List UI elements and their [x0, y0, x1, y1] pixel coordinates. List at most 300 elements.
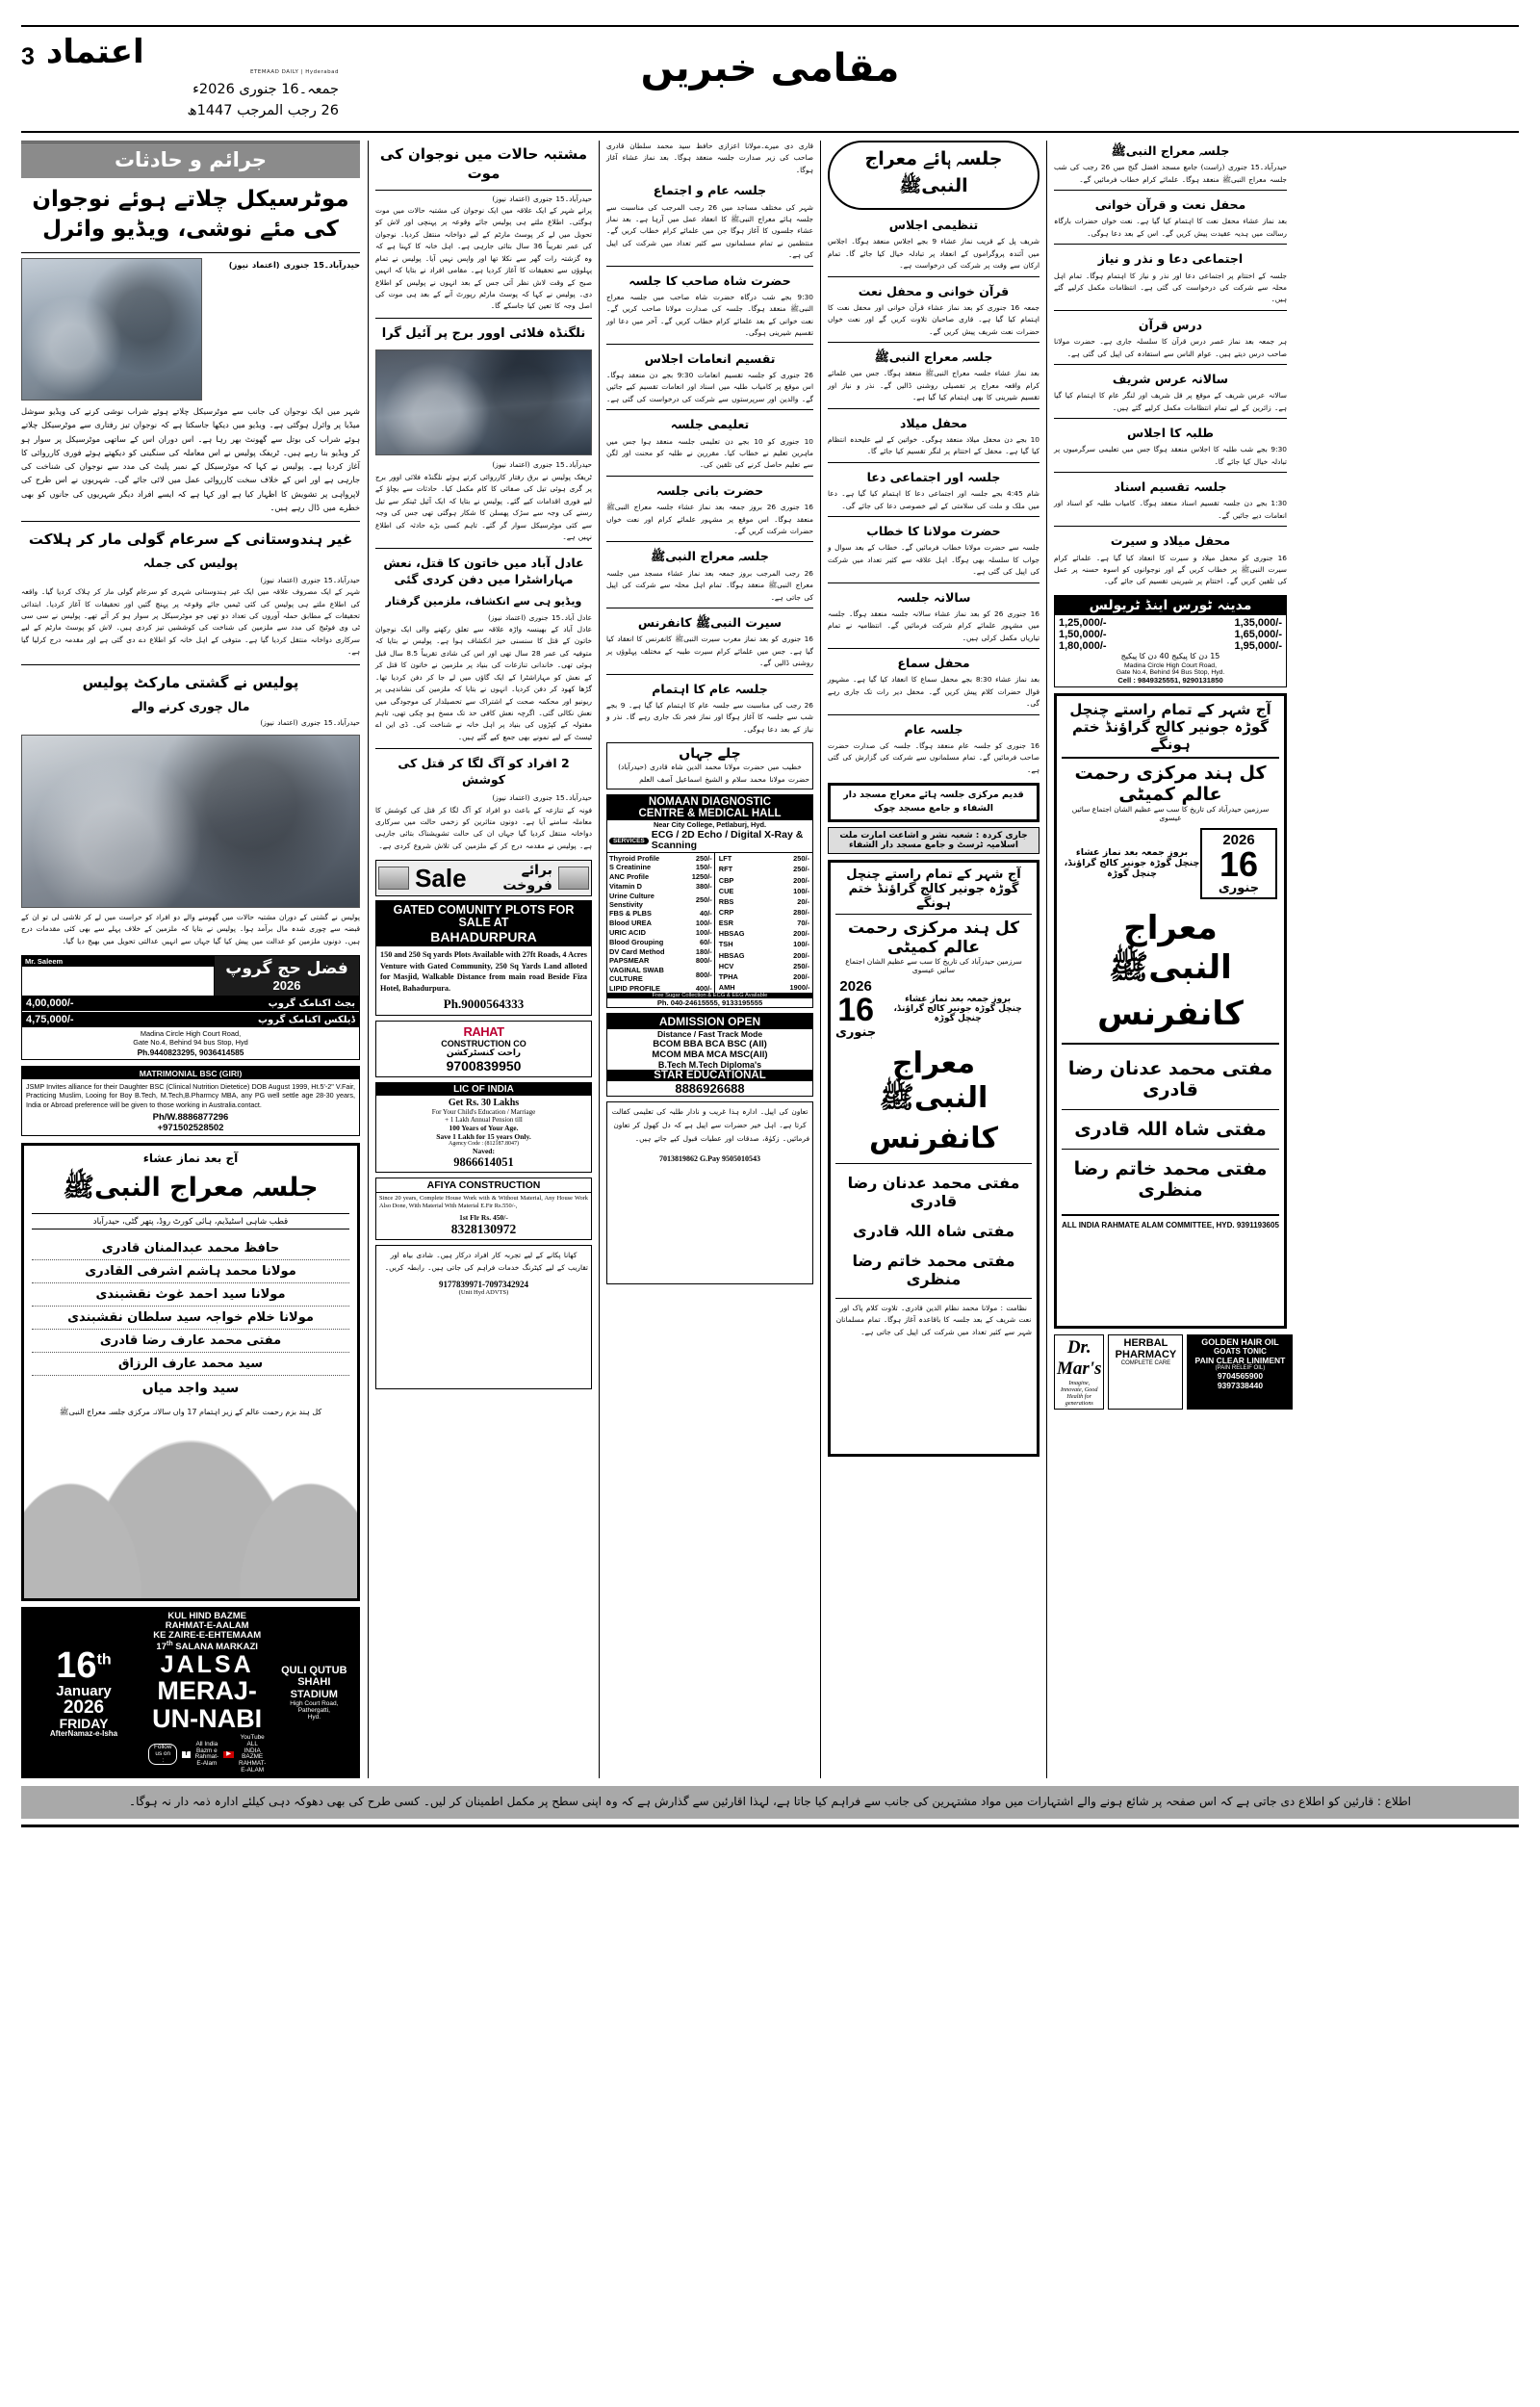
c2-item3-headline: عادل آباد میں خاتون کا قتل، نعش مہاراشٹرا میں دفن کردی گئی — [383, 556, 584, 587]
paper-logo: اعتماد — [45, 33, 144, 71]
price-row — [714, 918, 811, 928]
jalsa-left-top: آج بعد نماز عشاء — [142, 1152, 239, 1166]
sale-label-en: Sale — [415, 863, 467, 893]
c4-headline-3: محفل میلاد — [899, 415, 967, 430]
qadeem-title: قدیم مرکزی جلسہ ہائے معراج مسجد دار الشفاء و جامع مسجد چوک — [843, 789, 1024, 815]
ad-jalsa-meraj-left[interactable] — [21, 1143, 360, 1601]
price-row — [714, 939, 811, 949]
chale-jahan-title: چلے جہاں — [679, 746, 741, 763]
jalsa-left-speaker-6: سید واجد میاں — [141, 1381, 240, 1397]
page-number: 3 — [21, 43, 35, 70]
afiya-body: Since 20 years, Complete House Work with & Without Material, Any House Work Also Done, With Material With Material E.Fir Rs.550/-, — [379, 1195, 588, 1210]
price-row — [607, 937, 714, 946]
conf-speaker-2: مفتی محمد خاتم رضا منظری — [852, 1251, 1015, 1288]
madina-addr2: Gate No.4, Behind 94 Bus Stop, Hyd. — [1116, 668, 1225, 676]
footer-disclaimer — [21, 1786, 1519, 1819]
c5-body-3: ہر جمعہ بعد نماز عصر درس قرآن کا سلسلہ جاری ہے۔ حضرت مولانا صاحب درس دیتے ہیں۔ عوام الناس سے استفادہ کی اپیل کی گئی ہے۔ — [1054, 337, 1287, 358]
banner-venue6: Hyd. — [307, 1713, 321, 1721]
banner-org2b: th — [166, 1641, 173, 1648]
madina-title: مدینہ ٹورس اینڈ ٹریولس — [1089, 597, 1252, 613]
ad-urdu-small-1-label: (Unit Hyd ADVTS) — [458, 1289, 509, 1297]
star-line4: B.Tech M.Tech Diploma's — [657, 1060, 762, 1071]
ad-lic[interactable] — [375, 1082, 592, 1173]
column-3 — [599, 141, 820, 1778]
c4-item-0 — [828, 215, 1040, 272]
ad-sale-banner[interactable] — [375, 860, 592, 896]
price-row — [607, 882, 714, 892]
page-content — [21, 141, 1519, 1827]
ad-conference-right[interactable] — [1054, 693, 1287, 1329]
lic-title: LIC OF INDIA — [376, 1083, 591, 1096]
lic-agency: Agency Code : (812187.8047) — [449, 1141, 519, 1148]
test-price: 800/- — [695, 970, 712, 979]
test-price: 60/- — [700, 937, 712, 946]
lead-photo — [21, 258, 202, 401]
c2-item2-headline: نلگنڈہ فلائی اوور برج پر آئیل گرا — [381, 325, 586, 341]
test-price: 280/- — [793, 908, 809, 918]
conf-top: آج شہر کے تمام راستے چنچل گوڑہ جونیر کالج گراؤنڈ ختم ہونگے — [846, 867, 1021, 911]
star-line1: Distance / Fast Track Mode — [656, 1029, 763, 1040]
banner-venue2: SHAHI — [297, 1676, 331, 1689]
c4-body-7: بعد نماز عشاء 8:30 بجے محفل سماع کا انعقاد کیا گیا ہے۔ مشہور قوال حضرات کلام پیش کریں گے۔ محفل دیر رات تک جاری رہے گی۔ — [828, 675, 1040, 709]
conf-r-time: بروز جمعہ بعد نماز عشاء — [1075, 847, 1189, 859]
test-price: 800/- — [695, 956, 712, 966]
madina-price-2a: 1,80,000/- — [1059, 639, 1107, 652]
test-name: S Creatinine — [609, 863, 652, 872]
c3-body-7: 26 رجب کی مناسبت سے جلسہ عام کا اہتمام کیا گیا ہے۔ 9 بجے شب سے جلسہ کا آغاز ہوگا اور نماز فجر تک جاری رہے گا۔ نذر و نیاز کے بعد دعا ہوگی۔ — [606, 700, 814, 734]
lead-body-a — [208, 258, 360, 272]
herbal-title2: PHARMACY — [1115, 1348, 1177, 1360]
conf-r-venue: چنچل گوڑہ جونیر کالج گراؤنڈ، چنچل گوڑہ — [1064, 858, 1200, 880]
test-name: AMH — [714, 982, 770, 993]
conf-r-subtitle: سرزمین حیدرآباد کی تاریخ کا سب سے عظیم الشان اجتماع سائیں عیسوی — [1071, 804, 1270, 822]
test-price: 200/- — [793, 950, 809, 960]
house-icon — [378, 867, 409, 890]
c3-headline-2: تقسیم انعامات اجلاس — [644, 350, 776, 366]
conf-r-title: معراج النبیﷺ کانفرنس — [1097, 908, 1244, 1033]
afiya-title: AFIYA CONSTRUCTION — [376, 1178, 591, 1193]
c4-headline-6: سالانہ جلسہ — [896, 589, 971, 605]
price-row — [714, 961, 811, 971]
conf-r-day: 16 — [1219, 843, 1259, 884]
c5-item-4 — [1054, 369, 1287, 414]
star-name: STAR EDUCATIONAL — [607, 1070, 812, 1081]
ad-chale-jahan[interactable] — [606, 742, 813, 789]
jalsa-left-footer: کل ہند بزم رحمت عالم کے زیر اہتمام 17 واں سالانہ مرکزی جلسہ معراج النبیﷺ — [59, 1408, 322, 1417]
conf-date-day: 16 — [837, 991, 875, 1028]
test-name: VAGINAL SWAB CULTURE — [609, 966, 664, 984]
c3-item-6 — [606, 612, 813, 670]
jalsa-left-place: قطب شاہی اسٹیڈیم، ہائی کورٹ روڈ، پتھر گٹی، حیدرآباد — [32, 1213, 349, 1229]
banner-title1: JALSA — [160, 1651, 254, 1679]
price-row — [607, 984, 714, 994]
c4-body-2: بعد نماز عشاء جلسہ معراج النبیﷺ منعقد ہوگا۔ جس میں علمائے کرام واقعہ معراج پر تفصیلی روشنی ڈالیں گے۔ نذر و نیاز اور تقسیم شیرینی کا بھی اہتمام کیا گیا ہے۔ — [828, 369, 1040, 402]
rahat-title-ur: راحت کنسٹرکشن — [446, 1048, 522, 1059]
c2-flyover-photo — [375, 349, 592, 455]
lic-line3: + 1 Lakh Annual Pension till — [445, 1116, 523, 1125]
ad-afiya-construction[interactable] — [375, 1178, 592, 1240]
conf-title: معراج النبیﷺ کانفرنس — [869, 1046, 998, 1155]
conf-r-top: آج شہر کے تمام راستے چنچل گوڑہ جونیر کالج گراؤنڈ ختم ہونگے — [1069, 700, 1271, 753]
ad-urdu-small-1[interactable] — [375, 1245, 592, 1389]
jalsa-left-speaker-4: مفتی محمد عارف رضا قادری — [32, 1330, 349, 1353]
c4-headline-0: تنظیمی اجلاس — [888, 218, 979, 232]
gated-title-1: GATED COMUNITY PLOTS FOR SALE AT — [393, 903, 575, 930]
gated-phone[interactable]: Ph.9000564333 — [443, 996, 525, 1012]
trust-line2: اسلامیہ ٹرسٹ و جامع مسجد دار الشفاء — [848, 840, 1018, 850]
test-name: ESR — [714, 918, 770, 928]
banner-fb: All India Bazm e Rahmat-E-Alam — [194, 1740, 219, 1767]
family-photo — [21, 735, 360, 908]
conf-r-label: جنوری — [1218, 880, 1260, 895]
lic-name: Naved: — [473, 1147, 495, 1156]
c3-body-2: 26 جنوری کو جلسہ تقسیم انعامات 9:30 بجے دن منعقد ہوگا۔ اس موقع پر کامیاب طلبہ میں اسناد اور انعامات تقسیم کیے جائیں گے۔ والدین اور سرپرستوں سے شرکت کی درخواست کی گئی ہے۔ — [606, 371, 813, 403]
price-row — [607, 909, 714, 919]
c5-headline-5: طلبہ کا اجلاس — [1126, 426, 1214, 441]
ad-qadeem-markazi[interactable] — [828, 783, 1040, 822]
c3-headline-3: تعلیمی جلسہ — [670, 417, 750, 432]
c3-item-0 — [606, 180, 813, 261]
afiya-line2: 1st Flr Rs. 450/- — [459, 1212, 508, 1222]
facebook-icon: f — [182, 1751, 190, 1758]
item1-dateline: حیدرآباد۔15 جنوری (اعتماد نیوز) — [260, 575, 360, 584]
banner-yt: YouTube ALL INDIA BAZME RAHMAT-E-ALAM — [239, 1734, 267, 1773]
c3-item-5 — [606, 546, 813, 604]
fazal-hajj-line2: ڈیلکس اکنامک گروپ — [257, 1014, 355, 1025]
fazal-hajj-address2: Gate No.4, Behind 94 bus Stop, Hyd — [133, 1038, 248, 1048]
madina-price-2b: 1,95,000/- — [1234, 639, 1282, 652]
test-price: 1250/- — [691, 872, 712, 882]
madina-price-0a: 1,25,000/- — [1059, 616, 1107, 629]
conf-r-org: کل ہند مرکزی رحمت عالم کمیٹی — [1074, 762, 1267, 805]
conf-org: کل ہند مرکزی رحمت عالم کمیٹی — [847, 918, 1020, 957]
nomaan-address: Near City College, Petlaburj, Hyd. — [653, 820, 767, 830]
test-name: Urine Culture Senstivity — [609, 891, 654, 909]
c2-lead-dateline: حیدرآباد۔15 جنوری (اعتماد نیوز) — [492, 194, 592, 203]
test-price: 200/- — [793, 929, 809, 939]
item1-body: شہر کے ایک مصروف علاقہ میں ایک غیر ہندوستانی شہری کو سرعام گولی مار کر ہلاک کردیا گیا۔ واقعہ کی اطلاع ملتے ہی پولیس کی کئی ٹیمیں جائے وقوعہ پر پہنچ گئیں اور تحقیقات کا آغاز کردیا۔ ابتدائی تحقیقات کے مطابق حملہ آوروں کی تعداد دو تھی جو موٹرسیکل پر سوار ہو کر آئے تھے۔ پولیس نے سی سی ٹی وی فوٹیج کی مدد سے ملزمین کی شناخت کی کوششیں تیز کردی ہیں۔ لاش کو پوسٹ مارٹم کے لیے سرکاری دواخانہ منتقل کردیا گیا ہے۔ متوفی کے اہل خانہ کو اطلاع دے دی گئی ہے اور مقدمہ درج کرلیا گیا ہے۔ — [21, 587, 360, 657]
c5-item-3 — [1054, 315, 1287, 360]
c2-item3-dateline: عادل آباد۔15 جنوری (اعتماد نیوز) — [487, 612, 592, 622]
golden-phone1[interactable]: 9704565900 — [1217, 1370, 1264, 1381]
test-price: 250/- — [793, 865, 809, 874]
test-name: ANC Profile — [609, 872, 650, 882]
price-row — [714, 886, 811, 896]
banner-venue1: QULI QUTUB — [281, 1665, 347, 1677]
lic-line5: Save 1 Lakh for 15 years Only. — [436, 1132, 531, 1142]
madina-price-1b: 1,65,000/- — [1234, 628, 1282, 640]
c4-body-3: 10 بجے دن محفل میلاد منعقد ہوگی۔ خواتین کے لیے علیحدہ انتظام کیا گیا ہے۔ محفل کے اختتام پر لنگر تقسیم کیا جائے گا۔ — [828, 434, 1040, 456]
afiya-phone[interactable]: 8328130972 — [450, 1221, 517, 1236]
test-name: CBP — [714, 874, 770, 885]
price-row — [607, 966, 714, 984]
c2-item3-subhead: ویڈیو ہی سے انکشاف، ملزمین گرفتار — [385, 595, 582, 608]
c4-headline-1: قرآن خوانی و محفل نعت — [858, 283, 1010, 298]
test-name: FBS & PLBS — [609, 909, 652, 919]
c3-headline-1: حضرت شاہ صاحب کا جلسہ — [629, 272, 791, 288]
ad-urdu-small-2-phone[interactable]: 7013819862 G.Pay 9505010543 — [658, 1153, 761, 1163]
ad-dr-mars[interactable] — [1054, 1334, 1104, 1410]
conf-venue: چنچل گوڑہ جونیر کالج گراؤنڈ، چنچل گوڑہ — [893, 1003, 1022, 1023]
c4-headline-4: جلسہ اور اجتماعی دعا — [866, 469, 1001, 484]
matrimonial-phone2[interactable]: +971502528502 — [157, 1123, 224, 1134]
c3-body-6: 16 جنوری کو بعد نماز مغرب سیرت النبیﷺ کانفرنس کا انعقاد کیا گیا ہے۔ جس میں علمائے کرام سیرت طیبہ کے مختلف پہلوؤں پر روشنی ڈالیں گے۔ — [606, 634, 813, 668]
c2-item3-body: عادل آباد کے بھینسہ واڑہ علاقہ سے تعلق رکھنے والی ایک نوجوان خاتون کے قتل کا سنسنی خیز انکشاف ہوا ہے۔ پولیس نے بتایا کہ متوفیہ کی عمر 28 سال تھی اور اس کی شادی تقریباً 8.5 سال قبل ہوئی تھی۔ خاندانی تنازعات کی بنیاد پر ملزمین نے خاتون کا قتل کر کے نعش کو مہاراشٹرا کے ایک گاؤں میں لے جا کر دفن کردیا تھا۔ گڑھا کھود کر دفن کردیا۔ انہوں نے بتایا کہ ملزمین کی نشاندہی پر ریونیو اور محکمہ صحت کے اشتراک سے تحصیلدار کی موجودگی میں نعش نکالی گئی۔ اگرچہ نعش کافی حد تک مسخ ہو چکی تھی، تاہم مقتولہ کے کپڑوں کی بنیاد پر اہل خانہ نے شناخت کی۔ ڈی این اے ٹیسٹ کے لیے نمونے بھی جمع کیے گئے ہیں۔ — [375, 624, 592, 741]
ad-matrimonial[interactable] — [21, 1066, 360, 1136]
matrimonial-title: MATRIMONIAL BSC (GIRl) — [22, 1067, 359, 1079]
lead-body: شہر میں ایک نوجوان کی جانب سے موٹرسیکل چلاتے ہوئے شراب نوشی کرنے کی ویڈیو سوشل میڈیا پر وائرل ہوگئی ہے۔ ویڈیو میں دیکھا جاسکتا ہے کہ نوجوان تیز رفتاری سے موٹرسیکل چلاتے ہوئے شراب کی بوتل سے گھونٹ بھر رہا ہے۔ اس دوران اس کے ساتھی موٹرسیکل پر سوار ہو کر ویڈیو بنا رہے ہیں۔ ٹریفک پولیس نے اس معاملہ کی سنگینی کو دیکھتے ہوئے فوری کارروائی کا آغاز کردیا ہے۔ پولیس نے کہا کہ موٹرسیکل کے نمبر پلیٹ کی مدد سے نوجوان کی شناخت کی جارہی ہے اور اس کے خلاف سخت کارروائی عمل میں لائی جائے گی۔ شہریوں نے اس طرح کی لاپرواہی پر تشویش کا اظہار کیا ہے اور کہا ہے کہ ایسے افراد دیگر شہریوں کی جانوں کو بھی خطرے میں ڈال رہے ہیں۔ — [21, 406, 360, 512]
c5-body-0: حیدرآباد۔15 جنوری (راست) جامع مسجد افضل گنج میں 26 رجب کی شب جلسہ معراج النبیﷺ منعقد ہوگا۔ علمائے کرام خطاب فرمائیں گے۔ — [1054, 163, 1287, 184]
ad-herbal-pharmacy[interactable] — [1108, 1334, 1183, 1410]
c3-headline-5: جلسہ معراج النبیﷺ — [651, 549, 769, 564]
lic-line1: Get Rs. 30 Lakhs — [448, 1098, 520, 1109]
test-name: PAPSMEAR — [609, 956, 650, 966]
price-row — [714, 853, 811, 864]
banner-venue4: High Court Road, — [290, 1699, 339, 1707]
golden-sub2: (PAIN RELEIF OIL) — [1215, 1364, 1266, 1371]
c2-item4-dateline: حیدرآباد۔15 جنوری (اعتماد نیوز) — [492, 793, 592, 803]
c5-headline-3: درس قرآن — [1138, 317, 1203, 332]
c5-item-5 — [1054, 423, 1287, 468]
c2-item2-dateline: حیدرآباد۔15 جنوری (اعتماد نیوز) — [492, 460, 592, 470]
chale-jahan-body: خطیب میں حضرت مولانا محمد الدین شاہ قادری (حیدرآباد) حضرت مولانا محمد سلام و الشیخ اسماعیل آصف العلم — [618, 763, 809, 784]
c5-headline-0: جلسہ معراج النبیﷺ — [1111, 143, 1230, 158]
c3-body-0: شہر کی مختلف مساجد میں 26 رجب المرجب کی مناسبت سے جلسہ ہائے معراج النبیﷺ کا انعقاد عمل میں آرہا ہے۔ بعد نماز عشاء جلسوں کا آغاز ہوگا جن میں علمائے کرام خطاب کریں گے۔ منتظمین نے تمام مسلمانوں سے کثیر تعداد میں شرکت کی اپیل کی ہے۔ — [606, 202, 813, 260]
dr-mar-title: Dr. Mar's — [1057, 1336, 1102, 1379]
column-5 — [1046, 141, 1287, 1778]
star-line2: BCOM BBA BCA BSC (All) — [653, 1039, 767, 1050]
c4-headline-7: محفل سماع — [897, 656, 970, 671]
test-price: 380/- — [695, 881, 712, 891]
test-price: 70/- — [797, 919, 809, 928]
item2-subhead: مال چوری کرنے والے — [131, 699, 250, 714]
column-2 — [368, 141, 599, 1778]
paper-logo-subtitle: ETEMAAD DAILY | Hyderabad — [249, 69, 339, 75]
house-icon-2 — [558, 867, 589, 890]
price-row — [607, 863, 714, 872]
header-pill-jalsa: جلسہ ہائے معراج النبیﷺ — [828, 141, 1040, 210]
c4-item-2 — [828, 347, 1040, 404]
madina-addr1: Madina Circle High Court Road, — [1124, 661, 1217, 669]
c2-item4-headline: 2 افراد کو آگ لگا کر قتل کی کوشش — [398, 756, 570, 788]
golden-title2: PAIN CLEAR LINIMENT — [1194, 1355, 1286, 1365]
date-gregorian: جمعہ۔16 جنوری 2026ء — [192, 82, 339, 97]
sale-label-ur: برائے فروخت — [502, 863, 552, 894]
nomaan-title1: NOMAAN DIAGNOSTIC — [648, 796, 772, 808]
c5-headline-1: محفل نعت و قرآن خوانی — [1094, 197, 1246, 213]
c4-body-6: 16 جنوری 26 کو بعد نماز عشاء سالانہ جلسہ منعقد ہوگا۔ جلسہ میں مشہور علمائے کرام شرکت فرمائیں گے۔ انتظامیہ نے تمام تیاریاں مکمل کرلی ہیں۔ — [828, 608, 1040, 642]
banner-day-suffix: th — [96, 1651, 112, 1669]
youtube-icon: ▶ — [223, 1751, 234, 1758]
jalsa-left-speaker-0: حافظ محمد عبدالمنان قادری — [32, 1237, 349, 1260]
conf-r-speaker-1: مفتی شاہ اللہ قادری — [1074, 1118, 1267, 1140]
price-row — [714, 971, 811, 982]
nomaan-footer: Free Sugar Collection & ECG & EEG Available — [607, 993, 812, 998]
ad-urdu-small-2-text: تعاون کی اپیل۔ ادارہ ہذا غریب و نادار طلبہ کی تعلیمی کفالت کرتا ہے۔ اہل خیر حضرات سے اپیل ہے کہ دل کھول کر تعاون فرمائیں۔ زکوٰۃ، صدقات اور عطیات قبول کیے جاتے ہیں۔ — [611, 1107, 809, 1144]
ad-urdu-small-2[interactable] — [606, 1101, 813, 1284]
conf-time: بروز جمعہ بعد نماز عشاء — [905, 994, 1012, 1004]
lead-dateline: حیدرآباد۔15 جنوری (اعتماد نیوز) — [228, 260, 360, 271]
rahat-title2: CONSTRUCTION CO — [441, 1039, 526, 1049]
ad-gated-community[interactable] — [375, 900, 592, 1016]
conf-speaker-0: مفتی محمد عدنان رضا قادری — [847, 1173, 1020, 1210]
c5-body-7: 16 جنوری کو محفل میلاد و سیرت کا انعقاد کیا گیا ہے۔ علمائے کرام سیرت النبیﷺ پر خطاب کریں گے اور نوجوانوں کو اسوہ حسنہ پر عمل کی تلقین کریں گے۔ اختتام پر شیرینی تقسیم کی جائے گی۔ — [1054, 553, 1287, 586]
c3-headline-4: حضرت بانی جلسہ — [655, 482, 764, 498]
price-row — [607, 946, 714, 956]
c2-item2-body: ٹریفک پولیس نے برق رفتار کارروائی کرتے ہوئے نلگنڈہ فلائی اوور برج پر گری ہوئی تیل کی صفائی کا کام مکمل کیا۔ حادثات سے بچاؤ کے لیے فوری اقدامات کیے گئے۔ پولیس نے بتایا کہ ایک آئیل ٹینکر سے تیل رسنے کی وجہ سے سڑک پھسلن کا شکار ہوگئی تھی جس کی وجہ سے کئی موٹرسیکل سوار گر گئے۔ تاہم کسی بڑے حادثہ کی اطلاع نہیں ہے۔ — [375, 472, 592, 542]
ad-fazal-hajj[interactable] — [21, 955, 360, 1060]
test-name: HBSAG — [714, 950, 770, 961]
fazal-hajj-year: 2026 — [272, 978, 301, 994]
c5-item-0 — [1054, 141, 1287, 186]
gated-title-2: BAHADURPURA — [430, 928, 537, 945]
c3-item-3 — [606, 414, 813, 472]
price-row — [714, 950, 811, 961]
c4-body-4: شام 4:45 بجے جلسہ اور اجتماعی دعا کا اہتمام کیا گیا ہے۔ دعا میں ملک و ملت کی سلامتی کے لیے خصوصی دعا کی جائے گی۔ — [828, 489, 1040, 510]
matrimonial-body: JSMP Invites alliance for their Daughter BSC (Clinical Nutrition Dietetice) DOB August 1999, Ht.5'-2" V.Fair, Practicing Muslim, Looing for Boy B.Tech, M.Tech,B.Pharmcy MBA, any PG well settle age 28-30 years, India or Abroad preference will be given to those working in Australia.contact. — [26, 1082, 355, 1109]
section-title: مقامی خبریں — [640, 46, 900, 91]
golden-title: GOLDEN HAIR OIL — [1201, 1336, 1279, 1347]
price-row — [607, 928, 714, 938]
golden-sub: GOATS TONIC — [1214, 1346, 1267, 1356]
test-name: Thyroid Profile — [609, 853, 660, 863]
price-row — [714, 874, 811, 885]
lic-phone[interactable]: 9866614051 — [453, 1155, 514, 1170]
matrimonial-phone1[interactable]: Ph/W.8886877296 — [152, 1112, 229, 1124]
star-phone[interactable]: 8886926688 — [675, 1081, 745, 1097]
nomaan-price-table-right — [714, 853, 812, 993]
c4-item-4 — [828, 467, 1040, 512]
nomaan-phone[interactable]: Ph. 040-24615555, 9133195555 — [656, 998, 763, 1008]
banner-org1: KUL HIND BAZME RAHMAT-E-AALAM — [165, 1611, 249, 1632]
c3-item-4 — [606, 480, 813, 538]
fazal-hajj-phone[interactable]: Ph.9440823295, 9036414585 — [137, 1047, 244, 1057]
test-price: 250/- — [695, 895, 712, 905]
price-row — [607, 956, 714, 966]
price-row — [607, 919, 714, 928]
test-price: 100/- — [793, 886, 809, 895]
c4-headline-8: جلسہ عام — [904, 721, 963, 737]
golden-phone2[interactable]: 9397338440 — [1217, 1380, 1264, 1390]
lic-line4: 100 Years of Your Age. — [449, 1124, 519, 1133]
banner-follow: Follow us on : — [148, 1744, 177, 1765]
c4-headline-5: حضرت مولانا کا خطاب — [866, 523, 1001, 538]
item2-body: پولیس نے گشتی کے دوران مشتبہ حالات میں گھومنے والے دو افراد کو حراست میں لے کر تلاشی لی تو ان کے قبضہ سے چوری شدہ مال برآمد ہوا۔ پولیس نے بتایا کہ ملزمین کے خلاف پہلے سے بھی کئی مقدمات درج ہیں۔ دونوں ملزمین کو عدالت میں پیش کیا گیا جہاں سے انہیں عدالتی تحویل میں بھیج دیا گیا۔ — [21, 912, 360, 945]
test-price: 100/- — [793, 940, 809, 949]
lead-headline: موٹرسیکل چلاتے ہوئے نوجوان کی مئے نوشی، ویڈیو وائرل — [32, 187, 349, 243]
test-name: LIPID PROFILE — [609, 983, 660, 993]
test-name: HCV — [714, 961, 770, 971]
price-row — [607, 891, 714, 909]
conf-r-speaker-2: مفتی محمد خاتم رضا منظری — [1073, 1157, 1268, 1201]
ad-urdu-small-1-phone[interactable]: 9177839971-7097342924 — [439, 1280, 528, 1290]
test-name: URIC ACID — [609, 928, 646, 938]
banner-org2c: SALANA MARKAZI — [172, 1642, 258, 1653]
test-name: LFT — [714, 853, 770, 864]
ad-trust-notice[interactable] — [828, 827, 1040, 854]
test-price: 200/- — [793, 875, 809, 885]
c4-item-8 — [828, 719, 1040, 777]
jalsa-left-speaker-3: مولانا خلام خواجہ سید سلطان نقشبندی — [32, 1307, 349, 1330]
ad-star-educational[interactable] — [606, 1013, 813, 1097]
lic-line2: For Your Child's Education / Marriage — [431, 1108, 536, 1117]
c5-item-1 — [1054, 194, 1287, 240]
c3-item-7 — [606, 679, 813, 737]
ad-rahat-construction[interactable] — [375, 1021, 592, 1077]
test-name: TSH — [714, 939, 770, 949]
price-row — [607, 853, 714, 863]
c5-body-2: جلسہ کے اختتام پر اجتماعی دعا اور نذر و نیاز کا اہتمام ہوگا۔ تمام اہل محلہ سے شرکت کی درخواست کی گئی ہے۔ انتظامات مکمل کرلیے گئے ہیں۔ — [1054, 271, 1287, 304]
c2-lead-body: پرانے شہر کے ایک علاقہ میں ایک نوجوان کی مشتبہ حالات میں موت ہوگئی۔ اطلاع ملتے ہی پولیس جائے وقوعہ پر پہنچی اور لاش کو تحویل میں لے کر پوسٹ مارٹم کے لیے دواخانہ منتقل کردیا۔ نوجوان کی عمر تقریباً 36 سال بتائی جارہی ہے۔ اہل خانہ کا کہنا ہے کہ وہ گزشتہ رات گھر سے نکلا تھا اور واپس نہیں آیا۔ پولیس نے تمام پہلوؤں سے تحقیقات کا آغاز کردیا ہے۔ مقامی افراد نے بتایا کہ انہیں صبح کے وقت لاش نظر آئی جس کے بعد انہوں نے پولیس کو اطلاع دی۔ پولیس نے کہا کہ پوسٹ مارٹم رپورٹ آنے کے بعد ہی موت کی اصل وجہ کا تعین کیا جاسکے گا۔ — [375, 205, 593, 311]
banner-org2: KE ZAIRE-E-EHTEMAAM 17 — [153, 1630, 262, 1653]
price-row — [714, 896, 811, 907]
gated-body: 150 and 250 Sq yards Plots Available with 27ft Roads, 4 Acres Venture with Gated Community, 250 Sq Yards Land alloted for Masjid, Walkable Distance from main road Beside Fiza Hotel, Bahadurpura. — [380, 950, 587, 993]
test-price: 40/- — [700, 909, 712, 919]
c5-headline-4: سالانہ عرس شریف — [1112, 371, 1229, 386]
test-name: Blood UREA — [609, 919, 652, 928]
footer-rule — [21, 1825, 1519, 1827]
madina-price-1a: 1,50,000/- — [1059, 628, 1107, 640]
conf-r-year: 2026 — [1222, 831, 1255, 848]
c3-headline-0: جلسہ عام و اجتماع — [653, 183, 767, 198]
c3-body-4: 16 جنوری 26 بروز جمعہ بعد نماز عشاء جلسہ معراج النبیﷺ منعقد ہوگا۔ اس موقع پر مشہور علمائے کرام اور نعت خواں حضرات شرکت کریں گے۔ — [606, 503, 814, 535]
test-name: HBSAG — [714, 928, 770, 939]
fazal-hajj-badge: Mr. Saleem — [22, 956, 214, 967]
c3-body-3: 10 جنوری کو 10 بجے دن تعلیمی جلسہ منعقد ہوا جس میں ماہرین تعلیم نے خطاب کیا۔ مقررین نے طلبہ کو محنت اور لگن سے تعلیم حاصل کرنے کی تلقین کی۔ — [606, 436, 813, 470]
madina-cell[interactable]: Cell : 9849325551, 9290131850 — [1117, 675, 1223, 685]
jalsa-left-title: جلسہ معراج النبیﷺ — [63, 1173, 319, 1204]
conf-date-year: 2026 — [839, 977, 872, 995]
conf-date-label: جنوری — [835, 1024, 877, 1040]
herbal-tag: COMPLETE CARE — [1120, 1359, 1171, 1366]
ad-nomaan-diagnostic[interactable] — [606, 794, 813, 1008]
fazal-hajj-title: فضل حج گروپ — [225, 959, 348, 979]
c4-headline-2: جلسہ معراج النبیﷺ — [874, 349, 993, 365]
c3-item-1 — [606, 271, 813, 340]
conf-speaker-1: مفتی شاہ اللہ قادری — [853, 1221, 1014, 1240]
c3-body-5: 26 رجب المرجب بروز جمعہ بعد نماز عشاء مسجد میں جلسہ معراج النبیﷺ منعقد ہوگا۔ تمام اہل محلہ سے شرکت کی اپیل کی جاتی ہے۔ — [606, 568, 813, 602]
star-title: ADMISSION OPEN — [607, 1014, 812, 1029]
c3-headline-7: جلسہ عام کا اہتمام — [652, 681, 768, 696]
item1-subhead: پولیس کی جملہ — [142, 556, 239, 571]
masthead-top-rule — [21, 25, 1519, 27]
banner-weekday: FRIDAY — [59, 1716, 109, 1732]
price-row — [714, 982, 811, 993]
c4-item-1 — [828, 281, 1040, 339]
nomaan-services-label: SERVICES — [609, 838, 649, 844]
ad-pharmacy-row — [1054, 1334, 1287, 1410]
test-price: 400/- — [695, 983, 712, 993]
c5-body-6: 1:30 بجے دن جلسہ تقسیم اسناد منعقد ہوگا۔ کامیاب طلبہ کو اسناد اور انعامات دیے جائیں گے۔ — [1054, 499, 1287, 520]
c4-item-3 — [828, 413, 1040, 458]
ad-meraj-conference[interactable] — [828, 860, 1040, 1457]
ad-urdu-small-1-text: کھانا پکانے کے لیے تجربہ کار افراد درکار ہیں۔ شادی بیاہ اور تقاریب کے لیے کیٹرنگ خدمات فراہم کی جاتی ہیں۔ رابطہ کریں۔ — [384, 1250, 588, 1273]
price-row — [714, 907, 811, 918]
ad-golden-hair-oil[interactable] — [1187, 1334, 1293, 1410]
ad-jalsa-banner-en[interactable] — [21, 1607, 360, 1778]
test-price: 180/- — [695, 946, 712, 956]
test-price: 100/- — [695, 928, 712, 938]
c5-body-1: بعد نماز عشاء محفل نعت کا اہتمام کیا گیا ہے۔ نعت خواں حضرات بارگاہ رسالت میں ہدیہ عقیدت پیش کریں گے۔ اس کے بعد دعا ہوگی۔ — [1054, 217, 1287, 238]
test-price: 150/- — [695, 863, 712, 872]
c4-item-7 — [828, 653, 1040, 711]
banner-day: 16 — [56, 1645, 97, 1687]
banner-venue5: Pathergatti, — [297, 1706, 330, 1714]
c3-intro: قاری دی میرے۔مولانا اعزازی حافظ سید محمد سلطان قادری صاحب کی زیر صدارت جلسہ منعقد ہوگا۔ بعد نماز عشاء آغاز ہوگا۔ — [606, 142, 813, 174]
rahat-phone[interactable]: 9700839950 — [446, 1058, 522, 1074]
item1-headline: غیر ہندوستانی کے سرعام گولی مار کر ہلاکت — [28, 531, 353, 549]
ad-madina-tours[interactable] — [1054, 595, 1287, 687]
